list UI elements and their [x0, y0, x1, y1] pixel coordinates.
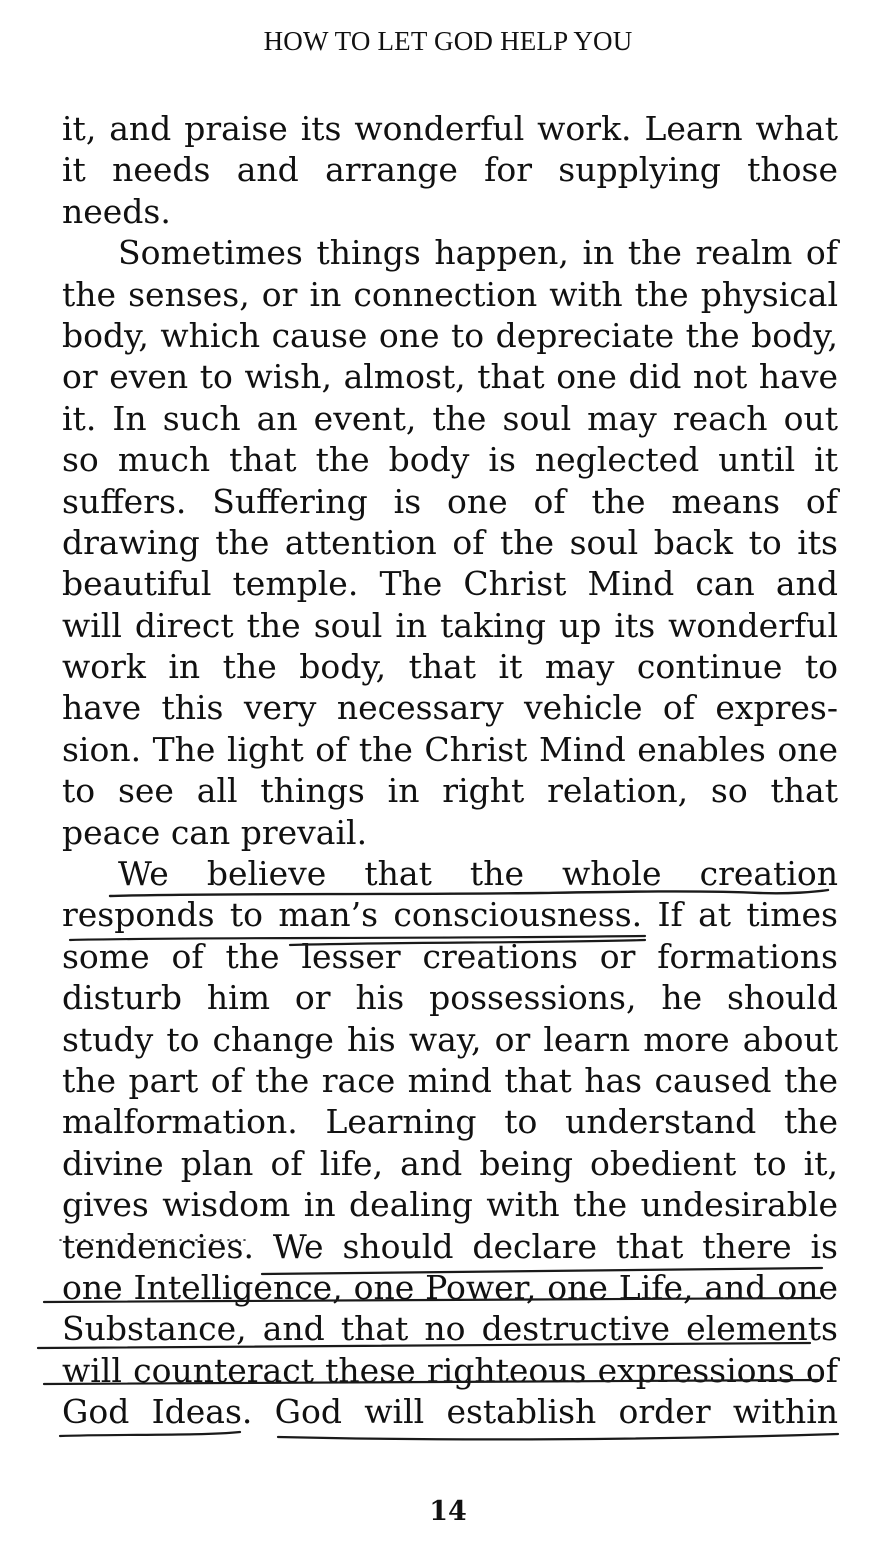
text-line: gives wisdom in dealing with the undesirable: [62, 1185, 838, 1225]
text-line: tendencies. We should declare that there is: [62, 1226, 838, 1266]
text-line: have this very necessary vehicle of expres-: [62, 688, 838, 728]
text-line: malformation. Learning to understand the: [62, 1102, 838, 1142]
text-line: responds to man’s consciousness. If at times: [62, 895, 838, 935]
page-number: 14: [429, 1496, 467, 1527]
text-line: the senses, or in connection with the physical: [62, 274, 838, 314]
text-line: needs.: [62, 191, 171, 231]
text-line: God Ideas. God will establish order within: [62, 1392, 838, 1432]
text-line: beautiful temple. The Christ Mind can and: [62, 564, 838, 604]
text-line: drawing the attention of the soul back to its: [62, 522, 838, 562]
text-line: or even to wish, almost, that one did not have: [62, 357, 838, 397]
underline-stroke: [60, 1432, 240, 1436]
text-line: peace can prevail.: [62, 812, 368, 852]
text-line: the part of the race mind that has caused the: [62, 1060, 838, 1100]
text-line: it, and praise its wonderful work. Learn what: [62, 109, 838, 148]
text-line: Sometimes things happen, in the realm of: [118, 233, 838, 273]
text-line: work in the body, that it may continue to: [62, 647, 838, 687]
text-line: We believe that the whole creation: [118, 854, 838, 894]
text-line: will direct the soul in taking up its wonderful: [62, 605, 838, 645]
text-line: body, which cause one to depreciate the body,: [62, 315, 838, 355]
text-line: study to change his way, or learn more about: [62, 1019, 838, 1059]
text-line: will counteract these righteous expressions of: [62, 1350, 838, 1390]
text-line: Substance, and that no destructive elements: [62, 1309, 838, 1349]
text-line: divine plan of life, and being obedient to it,: [62, 1143, 838, 1183]
text-line: sion. The light of the Christ Mind enables one: [62, 729, 838, 769]
text-line: disturb him or his possessions, he should: [62, 978, 838, 1018]
text-line: to see all things in right relation, so that: [62, 771, 838, 811]
text-line: it. In such an event, the soul may reach out: [62, 398, 838, 438]
text-line: so much that the body is neglected until it: [62, 440, 838, 480]
body-text: [62, 108, 838, 1433]
text-line: it needs and arrange for supplying those: [62, 150, 838, 190]
text-line: some of the lesser creations or formations: [62, 936, 838, 976]
underline-stroke: [278, 1434, 838, 1439]
running-head: HOW TO LET GOD HELP YOU: [263, 26, 633, 56]
text-line: one Intelligence, one Power, one Life, and one: [62, 1267, 838, 1307]
text-line: suffers. Suffering is one of the means of: [62, 481, 838, 521]
